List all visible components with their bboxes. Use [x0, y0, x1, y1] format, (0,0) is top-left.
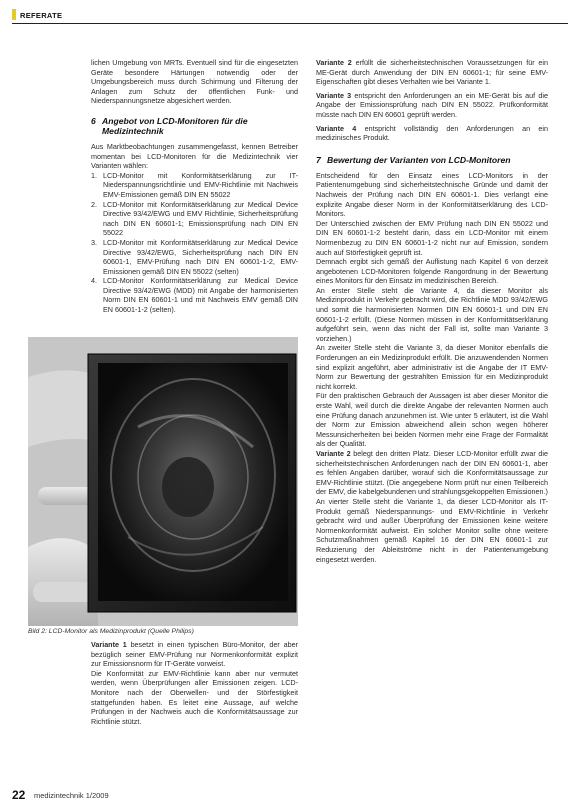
page-number: 22 [12, 788, 26, 802]
paragraph-text: belegt den dritten Platz. Dieser LCD-Monitor erfüllt zwar die sicherheitstechnischen Anforderungen nach der DIN EN 60601-1, aber es fehlen Angaben darüber, worauf sich die Konformitätsaussage zur EMV-Richtlinie stützt. (Die angegebene Norm prüft nur einen Teilbereich der EMV, die kabelgebundenen und strahlungsgekoppelten Emissionen.) [316, 448, 548, 497]
conformity-paragraph [91, 669, 298, 727]
paragraph-lead: Variante 2 [316, 58, 352, 67]
section-6-heading [91, 116, 298, 136]
heading-number: 6 [91, 115, 96, 126]
list-item [91, 171, 298, 200]
variant-1-paragraph [91, 640, 298, 669]
monitor-photo [28, 337, 298, 626]
paragraph-text: Der Unterschied zwischen der EMV Prüfung nach DIN EN 55022 und DIN EN 60601-1-2 besteht darin, dass ein LCD-Monitor mit einem Normenbezug zu DIN EN 60601-1-2 nicht nur auf Emission, sondern auch auf Störfestigkeit geprüft ist. [316, 218, 548, 257]
paragraph-text: Für den praktischen Gebrauch der Aussagen ist aber dieser Monitor die erste Wahl, weil durch die direkte Angabe der relevanten Normen auch eine Prüfung danach anzunehmen ist. Wie unter 5 erläutert, ist die Wahl der Norm zur Emission abweichend allein schon wegen höherer Messunsicherheiten bei beiden Normen mehr eine Frage der Formalität als der Qualität. [316, 391, 548, 449]
list-number: 1. [91, 170, 97, 180]
section-7-heading [316, 155, 548, 165]
paragraph-text: An erster Stelle steht die Variante 4, da dieser Monitor als Medizinprodukt in Verkehr gebracht wird, die Richtlinie MDD 93/42/EWG und somit die harmonisierten Normen DIN EN 60601-1 und DIN EN 60601-1-2 erfüllt. (Diese Normen müssen in der Konformitätserklärung aufgeführt sein, wenn das nicht der Fall ist, sollte man Variante 3 vorziehen.) [316, 285, 548, 343]
variant-list [91, 171, 298, 315]
body-paragraph [316, 257, 548, 286]
publication-name: medizintechnik 1/2009 [34, 791, 109, 800]
list-text: LCD-Monitor mit Konformitätserklärung zur Medical Device Directive 93/42/EWG, Sicherheitsprüfung nach DIN EN 60601-1, EMV-Prüfung nach DIN EN 60601-1-2, EMV-Emissionen gemäß DIN EN 55022 (selten) [103, 237, 298, 276]
header-rule [12, 23, 568, 24]
body-paragraph [316, 497, 548, 564]
paragraph-text: Demnach ergibt sich gemäß der Auflistung nach Kapitel 6 von derzeit angebotenen LCD-Monitoren folgende Rangordnung in der Bewertung eines Monitors für den Einsatz im medizinischen Bereich. [316, 257, 548, 286]
right-column [316, 58, 548, 564]
section-marker [12, 9, 16, 20]
paragraph-text: An zweiter Stelle steht die Variante 3, da dieser Monitor ebenfalls die Forderungen an ein Medizinprodukt erfüllt. Die anzuwendenden Normen sind explizit angeführt, aber administrativ ist die Angabe der IT EMV-Norm zur Bewertung der gestrahlten Emission für ein Medizinprodukt nicht korrekt. [316, 343, 548, 391]
list-number: 3. [91, 237, 97, 247]
paragraph-text: Die Konformität zur EMV-Richtlinie kann aber nur vermutet werden, wenn Überprüfungen aller Emissionen zeigen. LCD-Monitore nach der Oberwellen- und der Störfestigkeit stattgefunden haben. Es leitet eine Aussage, auf welche Prüfungen in der Nachweis auch die Konformitätsaussage zur Richtlinie stützt. [91, 668, 298, 726]
list-number: 4. [91, 276, 97, 286]
paragraph-text: Entscheidend für den Einsatz eines LCD-Monitors in der Patientenumgebung sind sicherheitstechnische Gründe und damit der Nachweis der Prüfung nach DIN EN 60601-1. Dies verlangt eine explizite Angabe dieser Norm in der Konformitätserklärung des LCD-Monitors. [316, 170, 548, 219]
body-paragraph [316, 343, 548, 391]
variant-3-paragraph [316, 91, 548, 120]
body-paragraph [316, 219, 548, 257]
monitor-illustration [28, 337, 298, 626]
paragraph-lead: Variante 2 [316, 448, 351, 458]
paragraph-text: entspricht den Anforderungen an ein ME-Gerät bis auf die Angabe der Emissionsprüfung nach DIN EN 55022. Prüfkonformität müsste nach DIN EN 60601 geprüft werden. [316, 90, 548, 119]
heading-text: Bewertung der Varianten von LCD-Monitoren [327, 154, 511, 165]
body-paragraph [316, 286, 548, 344]
list-text: LCD-Monitor mit Konformitätserklärung zur IT-Niederspannungsrichtlinie und EMV-Richtlinie mit Nachweis EMV-Emissionen gemäß DIN EN 55022 [103, 170, 298, 199]
section-label: REFERATE [20, 11, 63, 20]
list-item [91, 200, 298, 238]
heading-number: 7 [316, 154, 321, 165]
left-bottom-text [91, 640, 298, 726]
page-footer [12, 788, 312, 802]
heading-text: Angebot von LCD-Monitoren für die Medizintechnik [102, 115, 248, 136]
list-item [91, 276, 298, 314]
list-item [91, 238, 298, 276]
paragraph-lead: Variante 3 [316, 90, 352, 100]
body-paragraph [316, 171, 548, 219]
paragraph-lead: Variante 1 [91, 640, 127, 649]
paragraph-text: besetzt in einen typischen Büro-Monitor, der aber bezüglich seiner EMV-Prüfung nur Normenkonformität explizit zur Emissionsnorm für IT-Geräte vorweist. [91, 640, 298, 669]
figure-caption: Bild 2: LCD-Monitor als Medizinprodukt (Quelle Philips) [28, 628, 194, 635]
list-text: LCD-Monitor Konformitätserklärung zur Medical Device Directive 93/42/EWG (MDD) mit Angabe der harmonisierten Norm DIN EN 60601-1 und mit Nachweis EMV gemäß DIN EN 60601-1-2 (selten). [103, 276, 298, 315]
paragraph-text: entspricht vollständig den Anforderungen an ein medizinisches Produkt. [316, 123, 548, 143]
paragraph-text: erfüllt die sicherheitstechnischen Voraussetzungen für ein ME-Gerät durch Anwendung der DIN EN 60601-1; für seine EMV-Eigenschaften gibt dieses Verhalten wie bei Variante 1. [316, 58, 549, 87]
paragraph-text: An vierter Stelle steht die Variante 1, da dieser LCD-Monitor als IT-Produkt gemäß Niederspannungs- und EMV-Richtlinie in Verkehr gebracht wird und außer Überprüfung der Emissionen keine weitere Normenkonformität aufweist. Ein solcher Monitor sollte ohne weitere Schutzmaßnahmen gemäß Kapitel 16 der DIN EN 60601-1 zur Reduzierung der Ableitströme nicht in der Patientenumgebung eingesetzt werden. [316, 496, 548, 564]
section-6-body: Aus Marktbeobachtungen zusammengefasst, kennen Betreiber momentan bei LCD-Monitoren für die Medizintechnik vier Varianten wählen: [91, 141, 298, 171]
list-text: LCD-Monitor mit Konformitätserklärung zur Medical Device Directive 93/42/EWG und EMV Richtlinie, Sicherheitsprüfung nach DIN EN 60601-1; Emissionsprüfung nach DIN EN 55022 [103, 199, 298, 238]
body-paragraph [316, 391, 548, 449]
left-column [91, 58, 298, 315]
page-header [0, 0, 580, 28]
variant-2-paragraph [316, 58, 548, 87]
list-number: 2. [91, 199, 97, 209]
paragraph-lead: Variante 4 [316, 123, 357, 133]
variant-4-paragraph [316, 124, 548, 143]
body-paragraph [316, 449, 548, 497]
intro-paragraph: lichen Umgebung von MRTs. Eventuell sind für die eingesetzten Geräte besondere Härtungen notwendig oder der Umgebungsbereich muss durch Schirmung und Filterung der Anlagen zum Schutz der öffentlichen Funk- und Niederspannungsnetze abgesichert werden. [91, 58, 298, 106]
